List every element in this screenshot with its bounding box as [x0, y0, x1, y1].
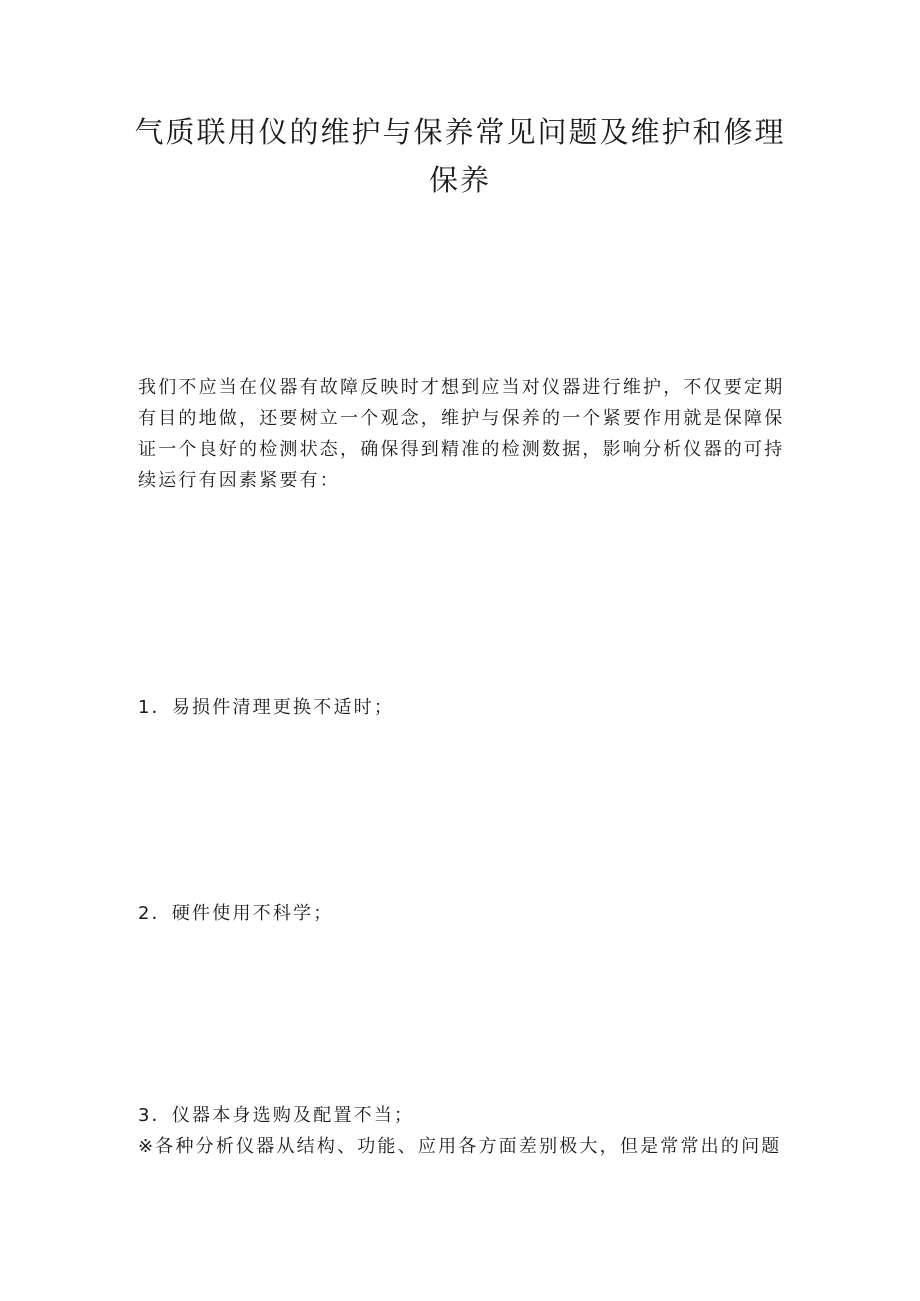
intro-paragraph: 我们不应当在仪器有故障反映时才想到应当对仪器进行维护，不仅要定期有目的地做，还要树立一个观念，维护与保养的一个紧要作用就是保障保证一个良好的检测状态，确保得到精准的检测数据，影响分析仪器的可持续运行有因素紧要有：: [138, 377, 785, 491]
note-paragraph: ※各种分析仪器从结构、功能、应用各方面差别极大，但是常常出的问题: [138, 1136, 782, 1157]
list-item: 1．易损件清理更换不适时；: [138, 697, 395, 718]
document-title: 气质联用仪的维护与保养常见问题及维护和修理保养: [134, 115, 786, 197]
list-item: 3．仪器本身选购及配置不当；: [138, 1105, 415, 1126]
list-item: 2．硬件使用不科学；: [138, 903, 334, 924]
